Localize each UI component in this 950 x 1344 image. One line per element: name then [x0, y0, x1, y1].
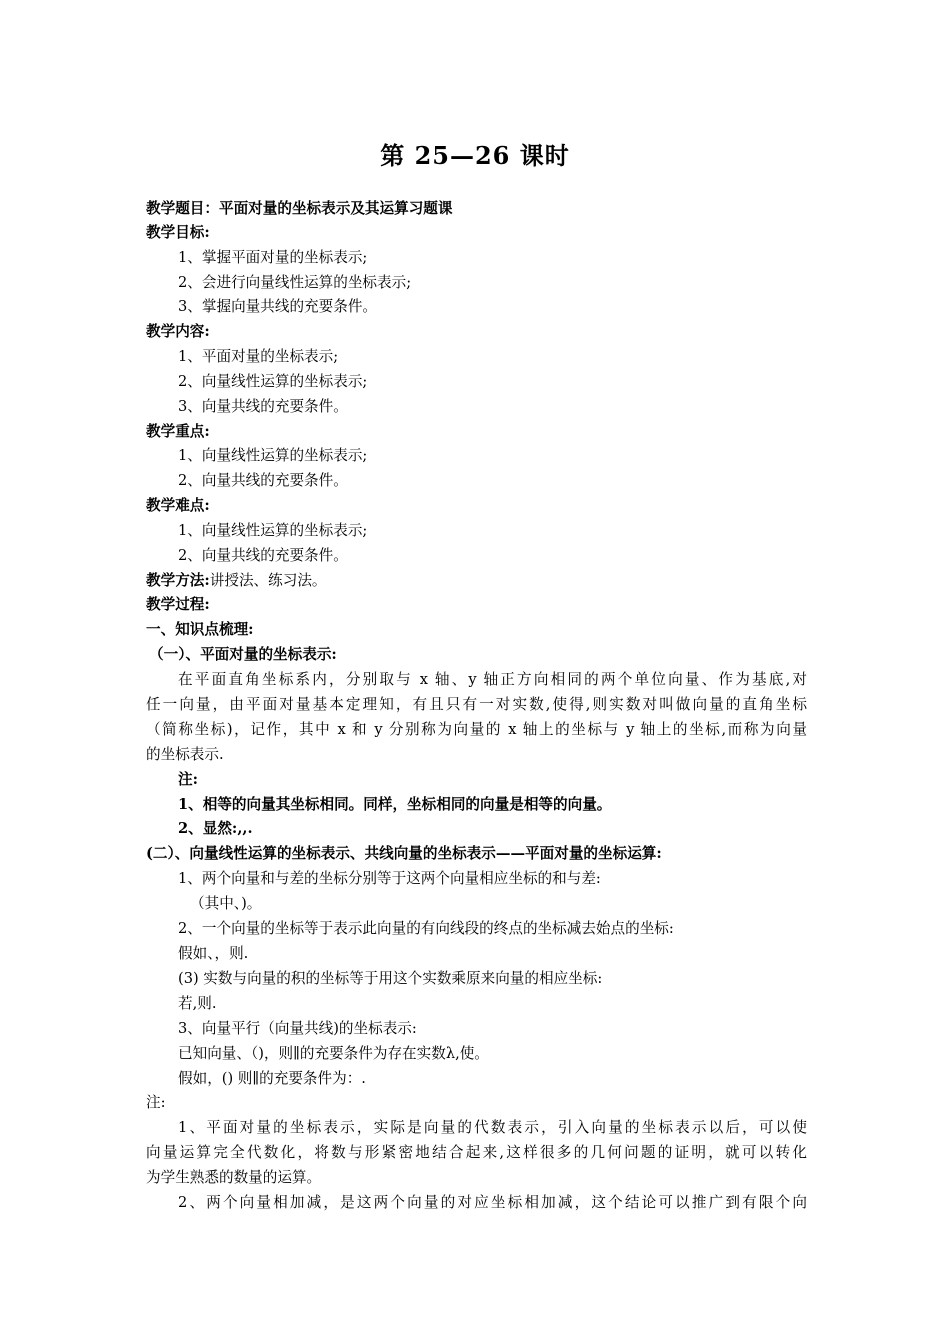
key-points-heading: 教学重点: [146, 423, 210, 440]
notes2-line: 为学生熟悉的数量的运算。 [146, 1169, 322, 1186]
note-label: 注: [178, 771, 198, 788]
section2-line: 3、向量平行（向量共线)的坐标表示: [178, 1020, 417, 1037]
method-value: 讲授法、练习法。 [209, 572, 327, 589]
difficulty-item: 2、向量共线的充要条件。 [178, 547, 348, 564]
process-heading: 教学过程: [146, 596, 210, 613]
section2-line: 若,则. [178, 995, 217, 1012]
difficulties-heading: 教学难点: [146, 497, 210, 514]
section2-line: 1、两个向量和与差的坐标分别等于这两个向量相应坐标的和与差: [178, 870, 601, 887]
objective-item: 3、掌握向量共线的充要条件。 [178, 298, 378, 315]
notes2-line: 2、两个向量相加减，是这两个向量的对应坐标相加减，这个结论可以推广到有限个向 [178, 1194, 807, 1211]
note-item: 2、显然:,,. [178, 820, 253, 837]
paragraph-line: 任一向量，由平面对量基本定理知，有且只有一对实数,使得,则实数对叫做向量的直角坐标 [146, 696, 807, 713]
notes2-line: 向量运算完全代数化，将数与形紧密地结合起来,这样很多的几何问题的证明，就可以转化 [146, 1144, 807, 1161]
method-label: 教学方法: [146, 572, 210, 589]
content-item: 1、平面对量的坐标表示; [178, 348, 339, 365]
method-line [146, 572, 327, 590]
section2-line: （其中、)。 [190, 895, 262, 912]
topic-label: 教学题目： [146, 200, 219, 217]
section2-line: 2、一个向量的坐标等于表示此向量的有向线段的终点的坐标减去始点的坐标: [178, 920, 674, 937]
key-point-item: 2、向量共线的充要条件。 [178, 472, 348, 489]
topic-value: 平面对量的坐标表示及其运算习题课 [218, 200, 453, 217]
notes2-line: 1、平面对量的坐标表示，实际是向量的代数表示，引入向量的坐标表示以后，可以使 [178, 1119, 807, 1136]
paragraph-line: 的坐标表示. [146, 746, 224, 763]
section2-line: 假如、，则. [178, 945, 249, 962]
section2-line: 已知向量、（)，则∥的充要条件为存在实数λ,使。 [178, 1045, 489, 1062]
objective-item: 1、掌握平面对量的坐标表示; [178, 249, 368, 266]
section2-heading: (二）、向量线性运算的坐标表示、共线向量的坐标表示——平面对量的坐标运算: [146, 845, 662, 862]
topic-line [146, 200, 453, 218]
key-point-item: 1、向量线性运算的坐标表示; [178, 447, 368, 464]
section2-line: 假如，() 则∥的充要条件为：. [178, 1070, 366, 1087]
notes2-label: 注: [146, 1094, 166, 1111]
page-title: 第 25—26 课时 [380, 141, 570, 170]
content-heading: 教学内容: [146, 323, 210, 340]
section2-line: (3) 实数与向量的积的坐标等于用这个实数乘原来向量的相应坐标: [178, 970, 603, 987]
paragraph-line: （简称坐标)，记作，其中 x 和 y 分别称为向量的 x 轴上的坐标与 y 轴上的坐标,而称为向量 [146, 721, 807, 738]
note-item: 1、相等的向量其坐标相同。同样，坐标相同的向量是相等的向量。 [178, 796, 612, 813]
section1-sub1-heading: （一）、平面对量的坐标表示: [149, 646, 337, 663]
content-item: 2、向量线性运算的坐标表示; [178, 373, 368, 390]
objectives-heading: 教学目标: [146, 224, 210, 241]
objective-item: 2、会进行向量线性运算的坐标表示; [178, 274, 412, 291]
content-item: 3、向量共线的充要条件。 [178, 398, 348, 415]
section1-heading: 一、知识点梳理: [146, 621, 254, 638]
difficulty-item: 1、向量线性运算的坐标表示; [178, 522, 368, 539]
paragraph-line: 在平面直角坐标系内，分别取与 x 轴、y 轴正方向相同的两个单位向量、作为基底,对 [178, 671, 807, 688]
